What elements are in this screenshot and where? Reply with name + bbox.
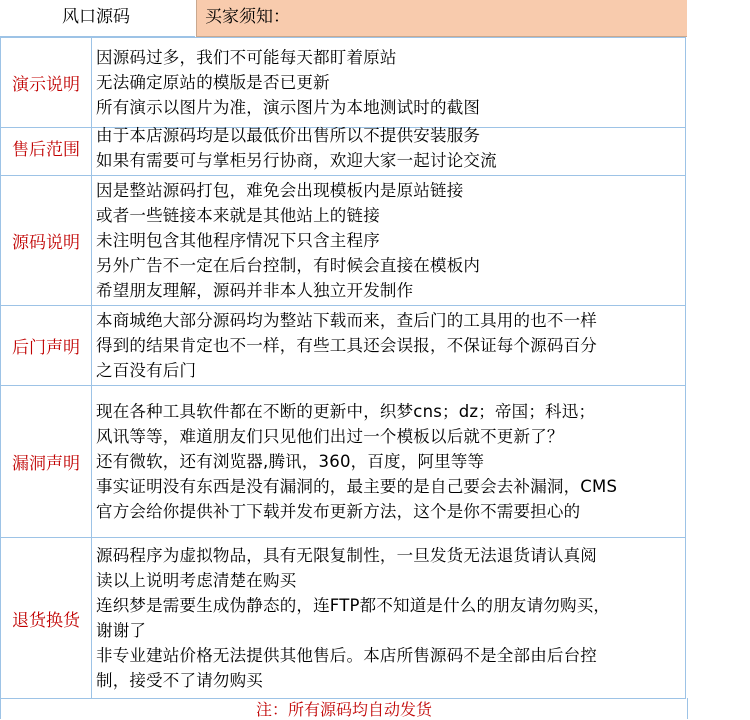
row-return [0, 538, 686, 699]
notice-title: 买家须知： [205, 7, 290, 27]
content-line: 由于本店源码均是以最低价出售所以不提供安装服务 [96, 125, 481, 145]
row-content [91, 176, 686, 306]
content-line: 之百没有后门 [96, 361, 197, 380]
row-content [91, 306, 686, 386]
row-demo [0, 38, 686, 128]
row-content [91, 120, 686, 176]
content-line: 未注明包含其他程序情况下只含主程序 [96, 231, 380, 250]
content-line: 所有演示以图片为准，演示图片为本地测试时的截图 [96, 98, 481, 117]
content-line: 还有微软，还有浏览器,腾讯，360，百度，阿里等等 [96, 452, 485, 471]
row-label: 源码说明 [12, 233, 80, 253]
row-content [91, 386, 686, 538]
content-line: 得到的结果肯定也不一样，有些工具还会误报，不保证每个源码百分 [96, 336, 597, 355]
footer-note [0, 698, 688, 719]
row-label-cell [0, 538, 92, 699]
content-line: 谢谢了 [96, 621, 147, 640]
content-line: 另外广告不一定在后台控制，有时候会直接在模板内 [96, 256, 481, 275]
row-label-cell [0, 38, 92, 128]
row-aftersale [0, 120, 686, 176]
content-line: 无法确定原站的模版是否已更新 [96, 73, 330, 92]
header-shop-cell [0, 0, 195, 37]
content-line: 读以上说明考虑清楚在购买 [96, 571, 297, 590]
content-line: 连织梦是需要生成伪静态的，连FTP都不知道是什么的朋友请勿购买， [96, 596, 611, 615]
content-line: 现在各种工具软件都在不断的更新中，织梦cns；dz；帝国；科迅； [96, 402, 596, 421]
content-line: 风讯等等，难道朋友们只见他们出过一个模板以后就不更新了？ [96, 427, 564, 446]
row-backdoor [0, 306, 686, 386]
notice-table [0, 37, 686, 699]
content-line: 因是整站源码打包，难免会出现模板内是原站链接 [96, 181, 464, 200]
row-label: 后门声明 [12, 338, 80, 358]
row-content [91, 538, 686, 699]
content-line: 官方会给你提供补丁下载并发布更新方法，这个是你不需要担心的 [96, 502, 581, 521]
content-line: 本商城绝大部分源码均为整站下载而来，查后门的工具用的也不一样 [96, 311, 597, 330]
row-label: 退货换货 [12, 610, 80, 631]
row-label-cell [0, 386, 92, 538]
row-label-cell [0, 306, 92, 386]
content-line: 制，接受不了请勿购买 [96, 671, 263, 690]
row-label-cell [0, 120, 92, 176]
footer-text: 注：所有源码均自动发货 [255, 700, 432, 719]
content-line: 如果有需要可与掌柜另行协商，欢迎大家一起讨论交流 [96, 150, 497, 170]
content-line: 源码程序为虚拟物品，具有无限复制性，一旦发货无法退货请认真阅 [96, 546, 597, 565]
row-label: 售后范围 [12, 140, 80, 160]
shop-name: 风口源码 [62, 7, 130, 27]
content-line: 事实证明没有东西是没有漏洞的，最主要的是自己要会去补漏洞，CMS [96, 477, 618, 496]
row-label: 演示说明 [12, 75, 80, 95]
row-content [91, 38, 686, 128]
row-vulnerability [0, 386, 686, 538]
content-line: 希望朋友理解，源码并非本人独立开发制作 [96, 281, 414, 300]
content-line: 或者一些链接本来就是其他站上的链接 [96, 206, 380, 225]
header-notice-cell [196, 0, 687, 37]
row-label-cell [0, 176, 92, 306]
row-source [0, 176, 686, 306]
row-label: 漏洞声明 [12, 454, 80, 474]
content-line: 非专业建站价格无法提供其他售后。本店所售源码不是全部由后台控 [96, 646, 597, 665]
content-line: 因源码过多，我们不可能每天都盯着原站 [96, 48, 397, 67]
